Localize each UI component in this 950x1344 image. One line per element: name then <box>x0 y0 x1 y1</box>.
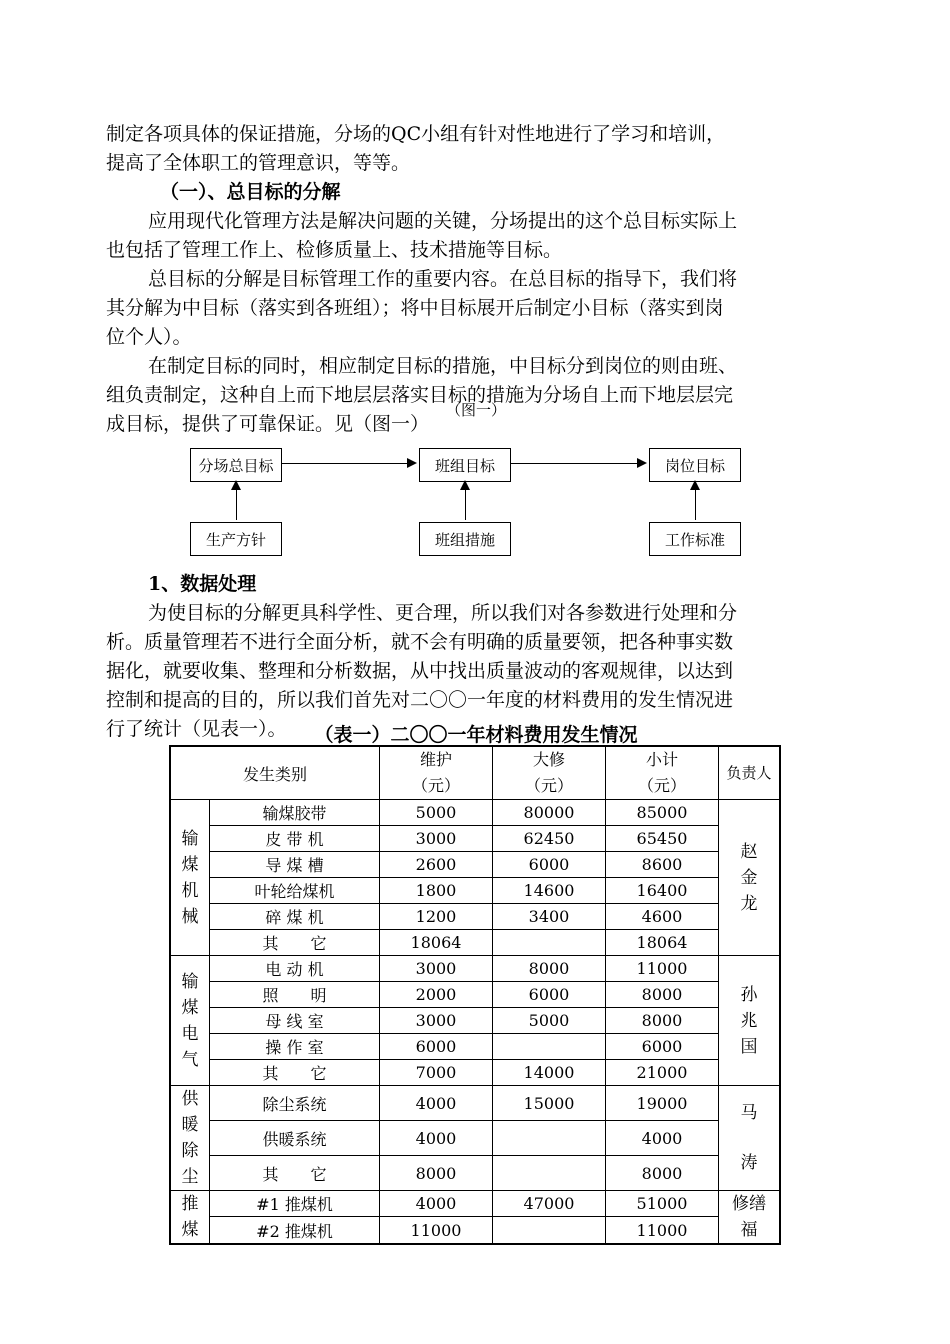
cell-name: 操 作 室 <box>210 1034 380 1060</box>
cell-name: 输煤胶带 <box>210 800 380 826</box>
cell-overhaul: 3400 <box>493 904 606 930</box>
table-header-row <box>170 746 780 800</box>
header-category: 发生类别 <box>170 746 380 800</box>
cell-overhaul: 6000 <box>493 982 606 1008</box>
table-row <box>170 1086 780 1121</box>
paragraph-line: 也包括了管理工作上、检修质量上、技术措施等目标。 <box>106 239 563 261</box>
cell-subtotal: 11000 <box>606 956 719 982</box>
cell-name: #2 推煤机 <box>210 1217 380 1244</box>
paragraph-line: 位个人）。 <box>106 326 192 348</box>
group-label: 输 煤 电 气 <box>170 956 210 1086</box>
cell-maint: 3000 <box>380 826 493 852</box>
cell-maint: 2600 <box>380 852 493 878</box>
paragraph-line: 组负责制定，这种自上而下地层层落实目标的措施为分场自上而下地层层完 <box>106 384 734 406</box>
cell-name: 供暖系统 <box>210 1121 380 1156</box>
cell-maint: 4000 <box>380 1191 493 1217</box>
cell-subtotal: 8600 <box>606 852 719 878</box>
diagram-box-production-policy: 生产方针 <box>190 522 282 556</box>
cell-subtotal: 8000 <box>606 1008 719 1034</box>
table-row <box>170 852 780 878</box>
paragraph-line: 在制定目标的同时，相应制定目标的措施，中目标分到岗位的则由班、 <box>148 355 738 377</box>
table-row <box>170 1034 780 1060</box>
table-row <box>170 878 780 904</box>
cell-maint: 2000 <box>380 982 493 1008</box>
responsible-person: 修缮 福 <box>719 1191 781 1245</box>
cell-subtotal: 65450 <box>606 826 719 852</box>
cell-subtotal: 18064 <box>606 930 719 956</box>
cell-overhaul <box>493 1034 606 1060</box>
responsible-person: 马 涛 <box>719 1086 781 1191</box>
cell-overhaul: 6000 <box>493 852 606 878</box>
cell-maint: 6000 <box>380 1034 493 1060</box>
cell-subtotal: 6000 <box>606 1034 719 1060</box>
diagram-box-post-goal: 岗位目标 <box>649 448 741 482</box>
cell-name: 导 煤 槽 <box>210 852 380 878</box>
section-title: 1、数据处理 <box>148 573 257 595</box>
cell-subtotal: 21000 <box>606 1060 719 1086</box>
cell-subtotal: 4600 <box>606 904 719 930</box>
diagram-box-team-measures: 班组措施 <box>419 522 511 556</box>
diagram-box-overall-goal: 分场总目标 <box>190 448 282 482</box>
cell-overhaul: 14000 <box>493 1060 606 1086</box>
cell-subtotal: 8000 <box>606 1156 719 1191</box>
cell-maint: 5000 <box>380 800 493 826</box>
table-row <box>170 1060 780 1086</box>
paragraph-line: 析。质量管理若不进行全面分析，就不会有明确的质量要领，把各种事实数 <box>106 631 734 653</box>
responsible-person: 赵 金 龙 <box>719 800 781 956</box>
paragraph-line: 成目标，提供了可靠保证。见（图一） <box>106 413 430 435</box>
table-row <box>170 904 780 930</box>
arrow-up-icon <box>695 482 696 520</box>
paragraph-line: 控制和提高的目的，所以我们首先对二〇〇一年度的材料费用的发生情况进 <box>106 689 734 711</box>
table-row <box>170 982 780 1008</box>
cell-overhaul: 8000 <box>493 956 606 982</box>
paragraph-line: 为使目标的分解更具科学性、更合理，所以我们对各参数进行处理和分 <box>148 602 738 624</box>
cell-name: 皮 带 机 <box>210 826 380 852</box>
cell-overhaul: 47000 <box>493 1191 606 1217</box>
table-row <box>170 1156 780 1191</box>
cell-name: 碎 煤 机 <box>210 904 380 930</box>
cell-maint: 4000 <box>380 1121 493 1156</box>
paragraph-line: 提高了全体职工的管理意识，等等。 <box>106 152 411 174</box>
arrow-up-icon <box>236 482 237 520</box>
cell-subtotal: 19000 <box>606 1086 719 1121</box>
cell-overhaul: 15000 <box>493 1086 606 1121</box>
cell-maint: 3000 <box>380 1008 493 1034</box>
responsible-person: 孙 兆 国 <box>719 956 781 1086</box>
cell-subtotal: 11000 <box>606 1217 719 1244</box>
cell-maint: 3000 <box>380 956 493 982</box>
cell-overhaul <box>493 930 606 956</box>
cell-name: 除尘系统 <box>210 1086 380 1121</box>
table-row <box>170 1191 780 1217</box>
cell-subtotal: 4000 <box>606 1121 719 1156</box>
cell-maint: 1200 <box>380 904 493 930</box>
header-responsible: 负责人 <box>719 746 781 800</box>
paragraph-line: 据化，就要收集、整理和分析数据，从中找出质量波动的客观规律，以达到 <box>106 660 734 682</box>
cell-overhaul: 5000 <box>493 1008 606 1034</box>
expense-table <box>169 745 781 1245</box>
paragraph-line: 应用现代化管理方法是解决问题的关键，分场提出的这个总目标实际上 <box>148 210 738 232</box>
group-label: 输 煤 机 械 <box>170 800 210 956</box>
table-row <box>170 956 780 982</box>
paragraph-line: 其分解为中目标（落实到各班组）；将中目标展开后制定小目标（落实到岗 <box>106 297 724 319</box>
cell-overhaul <box>493 1156 606 1191</box>
cell-maint: 1800 <box>380 878 493 904</box>
group-label: 供 暖 除 尘 <box>170 1086 210 1191</box>
cell-overhaul: 14600 <box>493 878 606 904</box>
header-overhaul: 大修 （元） <box>493 746 606 800</box>
arrow-up-icon <box>465 482 466 520</box>
cell-name: 其 它 <box>210 1060 380 1086</box>
cell-overhaul <box>493 1217 606 1244</box>
cell-subtotal: 8000 <box>606 982 719 1008</box>
cell-maint: 4000 <box>380 1086 493 1121</box>
cell-overhaul <box>493 1121 606 1156</box>
cell-name: 其 它 <box>210 930 380 956</box>
cell-name: 电 动 机 <box>210 956 380 982</box>
table-row <box>170 1217 780 1244</box>
group-label: 推 煤 <box>170 1191 210 1245</box>
diagram-box-team-goal: 班组目标 <box>419 448 511 482</box>
paragraph-line: 制定各项具体的保证措施，分场的QC小组有针对性地进行了学习和培训， <box>106 123 726 145</box>
cell-name: 照 明 <box>210 982 380 1008</box>
arrow-right-icon <box>511 463 645 464</box>
header-subtotal: 小计 （元） <box>606 746 719 800</box>
paragraph-line: 行了统计（见表一）。 <box>106 718 287 740</box>
cell-maint: 7000 <box>380 1060 493 1086</box>
cell-name: 其 它 <box>210 1156 380 1191</box>
table-row <box>170 930 780 956</box>
cell-subtotal: 85000 <box>606 800 719 826</box>
table-row <box>170 1121 780 1156</box>
table-row <box>170 826 780 852</box>
table-caption: （表一）二〇〇一年材料费用发生情况 <box>314 724 638 746</box>
document-page <box>106 120 846 1241</box>
cell-subtotal: 51000 <box>606 1191 719 1217</box>
cell-maint: 11000 <box>380 1217 493 1244</box>
table-row <box>170 800 780 826</box>
paragraph-line: 总目标的分解是目标管理工作的重要内容。在总目标的指导下，我们将 <box>148 268 738 290</box>
cell-name: 母 线 室 <box>210 1008 380 1034</box>
section-title: （一）、总目标的分解 <box>160 181 341 203</box>
cell-maint: 18064 <box>380 930 493 956</box>
cell-name: 叶轮给煤机 <box>210 878 380 904</box>
table-row <box>170 1008 780 1034</box>
cell-overhaul: 80000 <box>493 800 606 826</box>
cell-overhaul: 62450 <box>493 826 606 852</box>
header-maintenance: 维护 （元） <box>380 746 493 800</box>
figure-caption: （图一） <box>445 401 506 419</box>
diagram-box-work-standards: 工作标准 <box>649 522 741 556</box>
cell-maint: 8000 <box>380 1156 493 1191</box>
cell-name: #1 推煤机 <box>210 1191 380 1217</box>
arrow-right-icon <box>282 463 415 464</box>
cell-subtotal: 16400 <box>606 878 719 904</box>
